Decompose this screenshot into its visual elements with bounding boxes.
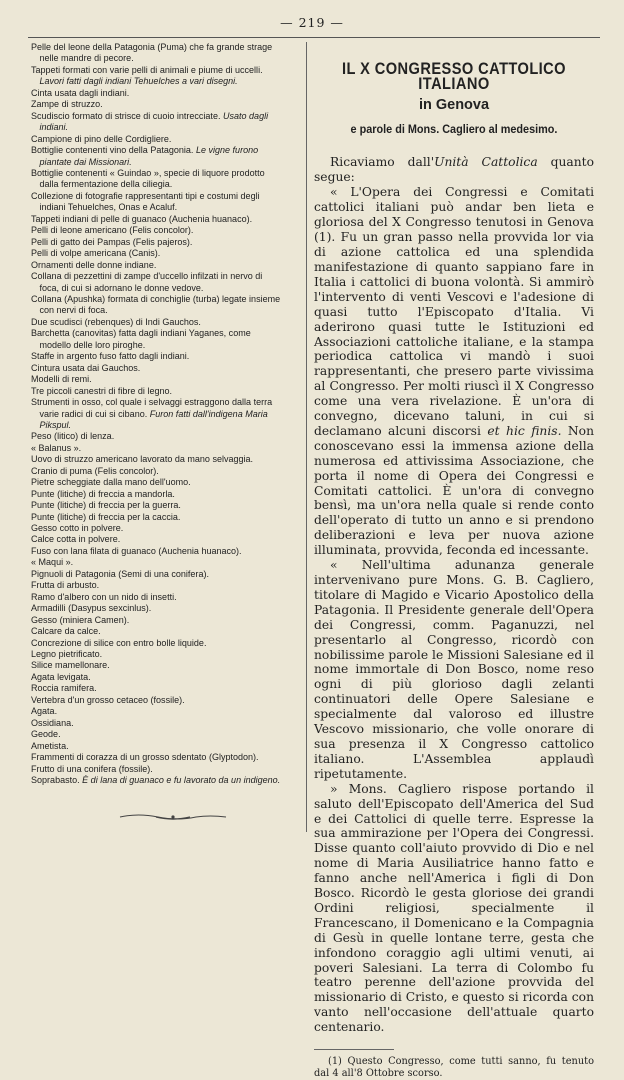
list-item-text: Armadilli (Dasypus sexcinlus).: [31, 603, 152, 615]
list-item: [31, 729, 283, 740]
list-item: [31, 454, 283, 465]
list-item-text: Gesso cotto in polvere.: [31, 523, 124, 535]
list-item-text: Ametista.: [31, 740, 69, 752]
list-item: [31, 546, 283, 557]
page-number: — 219 —: [280, 15, 344, 30]
list-item: [31, 271, 283, 294]
list-item-note: Usato dagli indiani.: [39, 110, 269, 134]
list-item: [31, 569, 283, 580]
paragraph-1: [314, 185, 594, 558]
list-item-text: Punte (litiche) di freccia per la caccia.: [31, 511, 181, 523]
list-item-text: Ramo d'albero con un nido di insetti.: [31, 591, 177, 603]
list-item-text: Pelli di volpe americana (Canis).: [31, 248, 161, 260]
list-item-text: Pelli di leone americano (Felis concolor).: [31, 225, 194, 237]
list-item: [31, 706, 283, 717]
list-item-text: « Balanus ».: [31, 442, 82, 454]
list-item: [31, 260, 283, 271]
list-item-text: Collana (Apushka) formata di conchiglie (turba) legate insieme con nervi di foca.: [31, 293, 281, 317]
list-item-text: Frutto di una conifera (fossile).: [31, 763, 153, 775]
footnote-rule: [314, 1049, 394, 1050]
list-item: [31, 660, 283, 671]
list-item-text: Strumenti in osso, col quale i selvaggi estraggono dalla terra varie radici di cui si cibano.: [31, 397, 273, 420]
list-item-text: Cinta usata dagli indiani.: [31, 87, 130, 99]
intro-text-end: quanto segue:: [314, 154, 594, 184]
article-subheading: in Genova: [418, 96, 490, 113]
paragraph-3: » Mons. Cagliero rispose portando il saluto dell'Episcopato dell'America del Sud e dei Cattolici di quelle terre. Espresse la sua ammirazione per l'Opera dei Congressi. Disse quanto coll'aiuto provvido di Dio e nel nome di Maria Ausiliatrice hanno fatto e fanno anche nell'America i figli di Don Bosco. Ricordò le gesta gloriose dei grandi Ordini religiosi, specialmente il Francescano, il Domenicano e la Compagnia di Gesù in quelle lontane terre, gesta che infondono coraggio agli ultimi venuti, ai poveri Salesiani. La terra di Colombo fu teatro perenne dell'azione provvida del missionario di Cristo, e questo si ricorda con vanto nell'occasione dell'attuale quarto centenario.: [314, 781, 594, 1035]
article-column: [314, 42, 594, 1080]
list-item: [31, 752, 283, 763]
list-item-text: Pelli di gatto dei Pampas (Felis pajeros).: [31, 236, 193, 248]
list-item-text: Agata.: [31, 706, 58, 718]
list-item: [31, 489, 283, 500]
list-item: [31, 672, 283, 683]
list-item-text: Pietre scheggiate dalla mano dell'uomo.: [31, 477, 191, 489]
list-item-text: Geode.: [31, 729, 61, 741]
list-item: [31, 500, 283, 511]
list-item: [31, 683, 283, 694]
ornament-divider: [118, 812, 228, 822]
list-item: [31, 431, 283, 442]
list-item: [31, 328, 283, 351]
list-item-text: Agata levigata.: [31, 671, 91, 683]
list-item: [31, 603, 283, 614]
column-divider: [306, 42, 307, 832]
paragraph-1-text: « L'Opera dei Congressi e Comitati cattolici italiani può andar ben lieta e gloriosa del X Congresso tenutosi in Genova (1). Fu un gran passo nella provvida lor via di azione cattolica ed una splendida manifestazione di quanto sappiano fare in Italia i cattolici di buona volontà. Si ammirò l'intervento di venti Vescovi e l'adesione di quasi tutto l'Episcopato d'Italia. Vi aderirono quasi tutte le Istituzioni ed Associazioni cattoliche italiane, e la stampa periodica cattolica vi mandò i suoi rappresentanti, che presero parte vivissima al Congresso. Per molti riuscì il X Congresso come una vera rivelazione. È un'ora di convegno, dicevano taluni, in cui si declamano alcuni discorsi: [314, 185, 594, 438]
list-item: [31, 466, 283, 477]
list-item: [31, 42, 283, 65]
intro-source: Unità Cattolica: [434, 154, 538, 169]
list-item-text: Frutta di arbusto.: [31, 580, 100, 592]
article-heading: IL X CONGRESSO CATTOLICO ITALIANO: [342, 59, 566, 93]
list-item-text: Cranio di puma (Felis concolor).: [31, 465, 159, 477]
list-item-text: Staffe in argento fuso fatto dagli indiani.: [31, 351, 190, 363]
list-item-text: Uovo di struzzo americano lavorato da mano selvaggia.: [31, 454, 254, 466]
list-item: [31, 317, 283, 328]
list-item-text: Bottiglie contenenti vino della Patagonia.: [31, 145, 194, 157]
list-item-text: Zampe di struzzo.: [31, 99, 103, 111]
list-item-text: Punte (litiche) di freccia per la guerra.: [31, 500, 181, 512]
list-item-text: Ossidiana.: [31, 717, 74, 729]
list-item-text: Due scudisci (rebenques) di Indi Gauchos.: [31, 316, 201, 328]
list-item-text: Peso (litico) di lenza.: [31, 431, 115, 443]
list-item: [31, 477, 283, 488]
list-item: [31, 145, 283, 168]
list-item-text: Barchetta (canovitas) fatta dagli indiani Yaganes, come modello delle loro piroghe.: [31, 328, 251, 351]
list-item: [31, 718, 283, 729]
list-item: [31, 626, 283, 637]
exhibit-list: [31, 42, 283, 786]
list-item: [31, 580, 283, 591]
list-item: [31, 775, 283, 786]
list-item: [31, 443, 283, 454]
list-item-text: Scudiscio formato di strisce di cuoio intrecciate.: [31, 110, 221, 122]
list-item: [31, 741, 283, 752]
list-item-text: « Maqui ».: [31, 557, 74, 569]
article-subheading-2: e parole di Mons. Cagliero al medesimo.: [350, 121, 558, 136]
list-item: [31, 88, 283, 99]
list-item: [31, 168, 283, 191]
list-item-text: Tappeti formati con varie pelli di animali e piume di uccelli.: [31, 64, 263, 76]
list-item: [31, 764, 283, 775]
list-item-text: Collezione di fotografie rappresentanti tipi e costumi degli indiani Tehuelches, Onas e Acaluf.: [31, 190, 260, 214]
list-item-note: Lavori fatti dagli indiani Tehuelches a vari disegni.: [39, 76, 238, 88]
list-item-text: Frammenti di corazza di un grosso sdentato (Glyptodon).: [31, 752, 259, 764]
list-item-text: Modelli di remi.: [31, 374, 92, 386]
list-item: [31, 248, 283, 259]
list-item-text: Tappeti indiani di pelle di guanaco (Auchenia huanaco).: [31, 213, 253, 225]
list-item-text: Gesso (miniera Camen).: [31, 614, 130, 626]
list-item: [31, 214, 283, 225]
list-item-text: Concrezione di silice con entro bolle liquide.: [31, 637, 207, 649]
list-item: [31, 351, 283, 362]
footnote: (1) Questo Congresso, come tutti sanno, fu tenuto dal 4 all'8 Ottobre scorso.: [314, 1056, 594, 1080]
list-item-note: Furon fatti dall'indigena Maria Pikspul.: [39, 408, 268, 431]
paragraph-1-italic: et hic finis.: [487, 423, 562, 438]
intro-text: Ricaviamo dall': [330, 154, 435, 169]
list-item: [31, 225, 283, 236]
list-item: [31, 523, 283, 534]
list-item: [31, 649, 283, 660]
list-item: [31, 512, 283, 523]
list-item: [31, 134, 283, 145]
list-item-text: Vertebra d'un grosso cetaceo (fossile).: [31, 694, 185, 706]
list-item-text: Cintura usata dai Gauchos.: [31, 362, 141, 374]
list-item-text: Roccia ramifera.: [31, 683, 97, 695]
list-item: [31, 191, 283, 214]
list-item-note: È di lana di guanaco e fu lavorato da un indigeno.: [82, 775, 281, 786]
list-item: [31, 638, 283, 649]
list-item: [31, 592, 283, 603]
list-item-text: Ornamenti delle donne indiane.: [31, 259, 157, 271]
list-item: [31, 363, 283, 374]
list-item: [31, 397, 283, 431]
list-item: [31, 557, 283, 568]
list-item-text: Collana di pezzettini di zampe d'uccello infilzati in nervo di foca, di cui si adornano le donne vedove.: [31, 271, 263, 294]
intro-paragraph: [314, 155, 594, 185]
list-item-text: Pelle del leone della Patagonia (Puma) che fa grande strage nelle mandre di pecore.: [31, 42, 273, 65]
list-item-text: Campione di pino delle Cordigliere.: [31, 133, 172, 145]
list-item-note: Le vigne furono piantate dai Missionari.: [39, 145, 259, 168]
list-item-text: Pignuoli di Patagonia (Semi di una conifera).: [31, 568, 209, 580]
list-item: [31, 386, 283, 397]
list-item: [31, 65, 283, 88]
list-item-text: Legno pietrificato.: [31, 649, 103, 661]
list-item: [31, 695, 283, 706]
paragraph-2: « Nell'ultima adunanza generale intervenivano pure Mons. G. B. Cagliero, titolare di Magido e Vicario Apostolico della Patagonia. Il Presidente generale dell'Opera dei Congressi, comm. Paganuzzi, nel presentarlo al Congresso, ricordò con nobilissime parole le Missioni Salesiane ed il nome immortale di Don Bosco, nome reso ogni di più glorioso dagli zelanti continuatori delle Opere Salesiane e specialmente dal valoroso ed illustre Vescovo missionario, che volle onorare di sua presenza il X Congresso cattolico italiano. L'Assemblea applaudì ripetutamente.: [314, 558, 594, 781]
list-item-text: Punte (litiche) di freccia a mandorla.: [31, 488, 175, 500]
article-body: [314, 155, 594, 1035]
paragraph-1-end: Non conoscevano essi la immensa azione della numerosa ed attivissima Associazione, che porta il nome di Opera dei Congressi e Comitati cattolici. È un'ora di convegno bensì, ma un'ora nella quale si rende conto dell'operato di tutto un anno e si prendono deliberazioni e leva per nuova azione illuminata, provvida, feconda ed incessante.: [314, 423, 594, 558]
list-item-text: Calce cotta in polvere.: [31, 534, 121, 546]
list-item-text: Fuso con lana filata di guanaco (Auchenia huanaco).: [31, 545, 242, 557]
list-item: [31, 111, 283, 134]
list-item-text: Calcare da calce.: [31, 626, 101, 638]
header-rule: [28, 37, 600, 38]
list-item: [31, 294, 283, 317]
list-item-text: Bottiglie contenenti « Guindao », specie di liquore prodotto dalla fermentazione della ciliegia.: [31, 167, 265, 191]
list-item: [31, 237, 283, 248]
list-item: [31, 615, 283, 626]
list-item: [31, 99, 283, 110]
list-item: [31, 534, 283, 545]
list-item: [31, 374, 283, 385]
list-item-text: Silice mamellonare.: [31, 660, 110, 672]
list-item-text: Tre piccoli canestri di fibre di legno.: [31, 385, 173, 397]
list-item-text: Soprabasto.: [31, 775, 80, 786]
